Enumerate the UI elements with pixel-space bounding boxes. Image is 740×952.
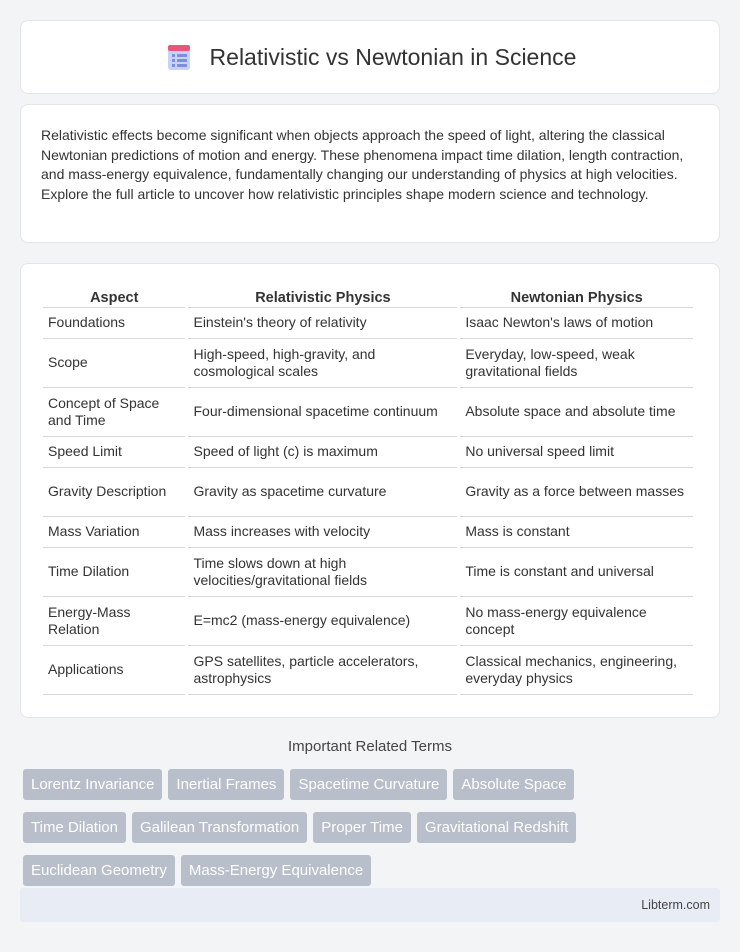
table-row: [43, 468, 693, 517]
cell-aspect: Mass Variation: [43, 517, 185, 548]
cell-relativistic: Einstein's theory of relativity: [188, 308, 457, 339]
table-row: [43, 437, 693, 468]
related-terms-title: Important Related Terms: [288, 738, 452, 755]
cell-relativistic: Time slows down at high velocities/gravitational fields: [188, 548, 457, 597]
table-row: [43, 339, 693, 388]
cell-aspect: Concept of Space and Time: [43, 388, 185, 437]
cell-newtonian: Classical mechanics, engineering, everyday physics: [460, 646, 693, 695]
cell-newtonian: Gravity as a force between masses: [460, 468, 693, 517]
table-row: [43, 517, 693, 548]
footer: [20, 888, 720, 922]
cell-aspect: Energy-Mass Relation: [43, 597, 185, 646]
header-aspect: Aspect: [43, 286, 185, 308]
related-terms-list: [23, 769, 723, 886]
page-title: Relativistic vs Newtonian in Science: [209, 43, 577, 70]
table-row: [43, 548, 693, 597]
related-term-tag[interactable]: Gravitational Redshift: [417, 812, 576, 843]
cell-aspect: Foundations: [43, 308, 185, 339]
cell-aspect: Scope: [43, 339, 185, 388]
cell-relativistic: Gravity as spacetime curvature: [188, 468, 457, 517]
cell-aspect: Gravity Description: [43, 468, 185, 517]
related-term-tag[interactable]: Spacetime Curvature: [290, 769, 447, 800]
cell-newtonian: No mass-energy equivalence concept: [460, 597, 693, 646]
related-term-tag[interactable]: Proper Time: [313, 812, 411, 843]
cell-aspect: Time Dilation: [43, 548, 185, 597]
cell-relativistic: Speed of light (c) is maximum: [188, 437, 457, 468]
header-newtonian: Newtonian Physics: [460, 286, 693, 308]
header-relativistic: Relativistic Physics: [188, 286, 457, 308]
document-list-icon: [164, 42, 194, 72]
table-row: [43, 597, 693, 646]
footer-site-link[interactable]: Libterm.com: [641, 898, 710, 912]
cell-newtonian: Isaac Newton's laws of motion: [460, 308, 693, 339]
table-header-row: [43, 286, 693, 308]
comparison-table: [40, 286, 696, 695]
cell-aspect: Speed Limit: [43, 437, 185, 468]
related-term-tag[interactable]: Inertial Frames: [168, 769, 284, 800]
cell-newtonian: Everyday, low-speed, weak gravitational fields: [460, 339, 693, 388]
related-term-tag[interactable]: Time Dilation: [23, 812, 126, 843]
related-term-tag[interactable]: Mass-Energy Equivalence: [181, 855, 371, 886]
related-term-tag[interactable]: Galilean Transformation: [132, 812, 307, 843]
cell-relativistic: Mass increases with velocity: [188, 517, 457, 548]
cell-newtonian: Mass is constant: [460, 517, 693, 548]
cell-newtonian: Time is constant and universal: [460, 548, 693, 597]
header-card: [20, 20, 720, 94]
cell-relativistic: E=mc2 (mass-energy equivalence): [188, 597, 457, 646]
related-term-tag[interactable]: Lorentz Invariance: [23, 769, 162, 800]
cell-relativistic: GPS satellites, particle accelerators, astrophysics: [188, 646, 457, 695]
intro-paragraph: Relativistic effects become significant when objects approach the speed of light, altering the classical Newtonian predictions of motion and energy. These phenomena impact time dilation, length contraction, and mass-energy equivalence, fundamentally changing our understanding of physics at high velocities. Explore the full article to uncover how relativistic principles shape modern science and technology.: [41, 127, 684, 202]
related-term-tag[interactable]: Absolute Space: [453, 769, 574, 800]
table-row: [43, 388, 693, 437]
title-wrap: [164, 42, 577, 72]
comparison-card: [20, 263, 720, 718]
cell-newtonian: No universal speed limit: [460, 437, 693, 468]
cell-newtonian: Absolute space and absolute time: [460, 388, 693, 437]
intro-card: [20, 104, 720, 243]
cell-relativistic: Four-dimensional spacetime continuum: [188, 388, 457, 437]
related-term-tag[interactable]: Euclidean Geometry: [23, 855, 175, 886]
cell-aspect: Applications: [43, 646, 185, 695]
table-row: [43, 646, 693, 695]
cell-relativistic: High-speed, high-gravity, and cosmological scales: [188, 339, 457, 388]
table-row: [43, 308, 693, 339]
